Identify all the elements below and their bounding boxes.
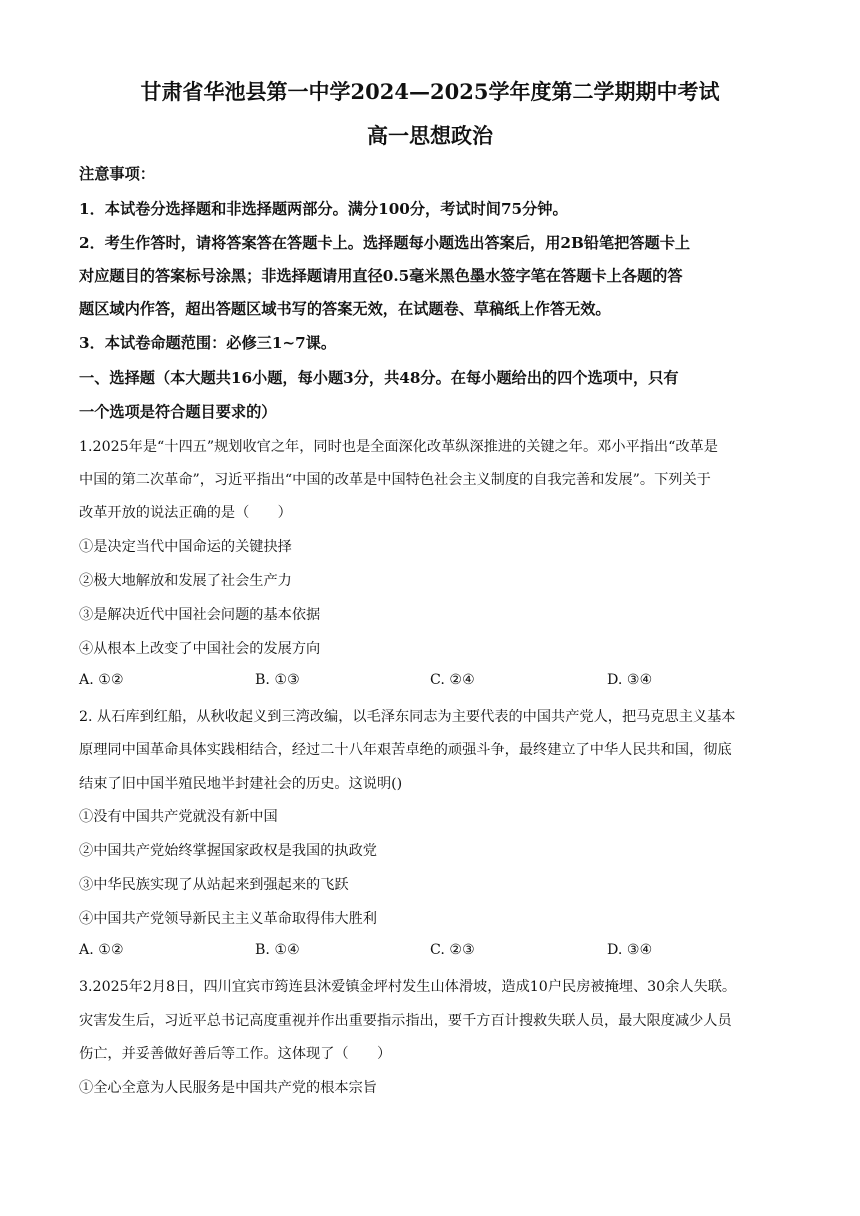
question-2-stem-line-2: 原理同中国革命具体实践相结合，经过二十八年艰苦卓绝的顽强斗争，最终建立了中华人民共和国，彻底 (79, 742, 732, 758)
question-1-stem-line-2: 中国的第二次革命”，习近平指出“中国的改革是中国特色社会主义制度的自我完善和发展”。下列关于 (79, 472, 711, 488)
question-1-option-c: C. ②④ (430, 672, 475, 688)
notice-item-2-line-3: 题区域内作答，超出答题区域书写的答案无效，在试题卷、草稿纸上作答无效。 (79, 300, 611, 318)
question-1-option-b: B. ①③ (255, 672, 300, 688)
question-2-option-c: C. ②③ (430, 942, 475, 958)
question-1-statement-3: ③是解决近代中国社会问题的基本依据 (79, 607, 321, 623)
question-2-option-a: A. ①② (79, 942, 124, 958)
question-2-statement-1: ①没有中国共产党就没有新中国 (79, 809, 278, 825)
question-1-statement-4: ④从根本上改变了中国社会的发展方向 (79, 641, 321, 657)
notice-item-2-line-1: 2．考生作答时，请将答案答在答题卡上。选择题每小题选出答案后，用2B铅笔把答题卡上 (79, 234, 691, 252)
notice-item-1: 1．本试卷分选择题和非选择题两部分。满分100分，考试时间75分钟。 (79, 200, 568, 218)
question-3-stem-line-2: 灾害发生后，习近平总书记高度重视并作出重要指示指出，要千方百计搜救失联人员，最大限度减少人员 (79, 1013, 732, 1029)
notice-heading: 注意事项： (79, 165, 155, 183)
notice-item-2-line-2: 对应题目的答案标号涂黑；非选择题请用直径0.5毫米黑色墨水签字笔在答题卡上各题的答 (79, 267, 683, 285)
question-1-stem-line-1: 1.2025年是“十四五”规划收官之年，同时也是全面深化改革纵深推进的关键之年。邓小平指出“改革是 (79, 439, 718, 455)
question-3-stem-line-1: 3.2025年2月8日，四川宜宾市筠连县沐爱镇金坪村发生山体滑坡，造成10户民房被掩埋、30余人失联。 (79, 979, 737, 995)
notice-item-3: 3．本试卷命题范围：必修三1~7课。 (79, 334, 337, 352)
question-1-option-d: D. ③④ (607, 672, 653, 688)
question-2-stem-line-1: 2. 从石库到红船，从秋收起义到三湾改编，以毛泽东同志为主要代表的中国共产党人，把马克思主义基本 (79, 709, 736, 725)
question-1-option-a: A. ①② (79, 672, 124, 688)
question-1-statement-1: ①是决定当代中国命运的关键抉择 (79, 539, 292, 555)
question-2-stem-line-3: 结束了旧中国半殖民地半封建社会的历史。这说明() (79, 776, 403, 792)
section-heading-line-2: 一个选项是符合题目要求的） (79, 403, 277, 421)
question-3-statement-1: ①全心全意为人民服务是中国共产党的根本宗旨 (79, 1080, 377, 1096)
exam-subject: 高一思想政治 (367, 123, 493, 148)
question-1-statement-2: ②极大地解放和发展了社会生产力 (79, 573, 292, 589)
question-1-stem-line-3: 改革开放的说法正确的是（ ） (79, 505, 292, 521)
section-heading-line-1: 一、选择题（本大题共16小题，每小题3分，共48分。在每小题给出的四个选项中，只有 (79, 369, 679, 387)
question-2-option-b: B. ①④ (255, 942, 300, 958)
question-2-option-d: D. ③④ (607, 942, 653, 958)
question-2-statement-2: ②中国共产党始终掌握国家政权是我国的执政党 (79, 843, 377, 859)
question-2-statement-3: ③中华民族实现了从站起来到强起来的飞跃 (79, 877, 349, 893)
question-3-stem-line-3: 伤亡，并妥善做好善后等工作。这体现了（ ） (79, 1046, 392, 1062)
question-2-statement-4: ④中国共产党领导新民主主义革命取得伟大胜利 (79, 911, 377, 927)
exam-title: 甘肃省华池县第一中学2024—2025学年度第二学期期中考试 (140, 79, 720, 104)
